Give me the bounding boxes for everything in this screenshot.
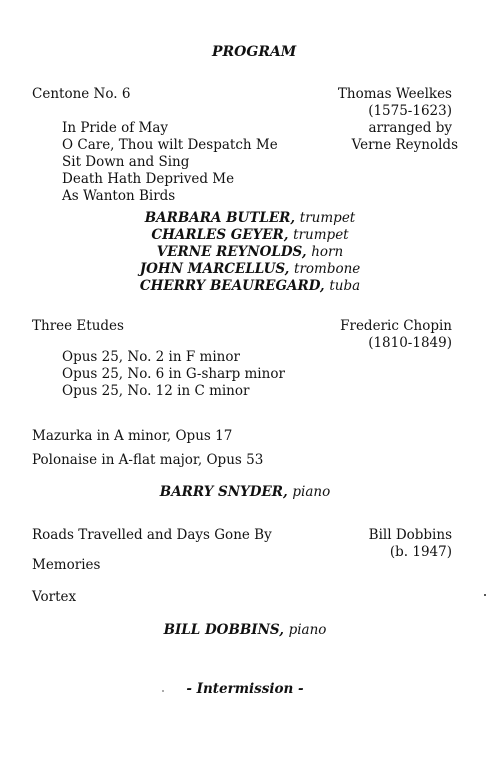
piece-title: Polonaise in A-flat major, Opus 53 — [32, 452, 264, 468]
performer-name: VERNE REYNOLDS — [156, 244, 302, 260]
intermission-label: - Intermission - — [186, 681, 304, 697]
performer-role: trombone — [294, 261, 361, 277]
performer-role: trumpet — [299, 210, 356, 226]
performer-role: trumpet — [293, 227, 349, 243]
performer-name: CHERRY BEAUREGARD — [139, 278, 320, 294]
piece-title: Mazurka in A minor, Opus 17 — [32, 428, 233, 444]
piece-title: Death Hath Deprived Me — [62, 171, 235, 187]
piece-title: Opus 25, No. 12 in C minor — [62, 383, 250, 399]
piece-title: O Care, Thou wilt Despatch Me — [62, 137, 278, 153]
composer-name: Bill Dobbins — [368, 527, 452, 543]
performer-name: BILL DOBBINS — [163, 622, 280, 638]
performer-name: JOHN MARCELLUS — [139, 261, 285, 277]
composer-dates: (1810-1849) — [368, 335, 452, 351]
piece-title: Sit Down and Sing — [62, 154, 190, 170]
composer-name: Thomas Weelkes — [337, 86, 452, 102]
scan-speck — [162, 690, 164, 692]
performer-line: VERNE REYNOLDS, horn — [156, 244, 344, 260]
performer-role: horn — [311, 244, 344, 260]
performer-line: BILL DOBBINS, piano — [163, 622, 327, 638]
section-title: Roads Travelled and Days Gone By — [32, 527, 272, 543]
section-title: Centone No. 6 — [32, 86, 131, 102]
arranger-label: arranged by — [368, 120, 452, 136]
piece-title: As Wanton Birds — [62, 188, 176, 204]
arranger-name: Verne Reynolds — [351, 137, 458, 153]
performer-name: BARBARA BUTLER — [144, 210, 291, 226]
piece-title: Memories — [32, 557, 101, 573]
section-title: Three Etudes — [32, 318, 124, 334]
composer-name: Frederic Chopin — [340, 318, 452, 334]
piece-title: Opus 25, No. 6 in G-sharp minor — [62, 366, 285, 382]
performer-role: tuba — [329, 278, 361, 294]
composer-dates: (1575-1623) — [368, 103, 452, 119]
performer-name: BARRY SNYDER — [159, 484, 283, 500]
performer-line: BARBARA BUTLER, trumpet — [144, 210, 356, 226]
performer-role: piano — [288, 622, 327, 638]
program-heading: PROGRAM — [212, 44, 297, 60]
performer-line: BARRY SNYDER, piano — [159, 484, 331, 500]
performer-line: CHERRY BEAUREGARD, tuba — [139, 278, 361, 294]
performer-name: CHARLES GEYER — [151, 227, 284, 243]
piece-title: Opus 25, No. 2 in F minor — [62, 349, 240, 365]
piece-title: In Pride of May — [62, 120, 169, 136]
composer-dates: (b. 1947) — [389, 544, 452, 560]
performer-role: piano — [292, 484, 331, 500]
performer-line: CHARLES GEYER, trumpet — [151, 227, 349, 243]
piece-title: Vortex — [32, 589, 77, 605]
scan-speck — [484, 594, 486, 596]
performer-line: JOHN MARCELLUS, trombone — [139, 261, 361, 277]
